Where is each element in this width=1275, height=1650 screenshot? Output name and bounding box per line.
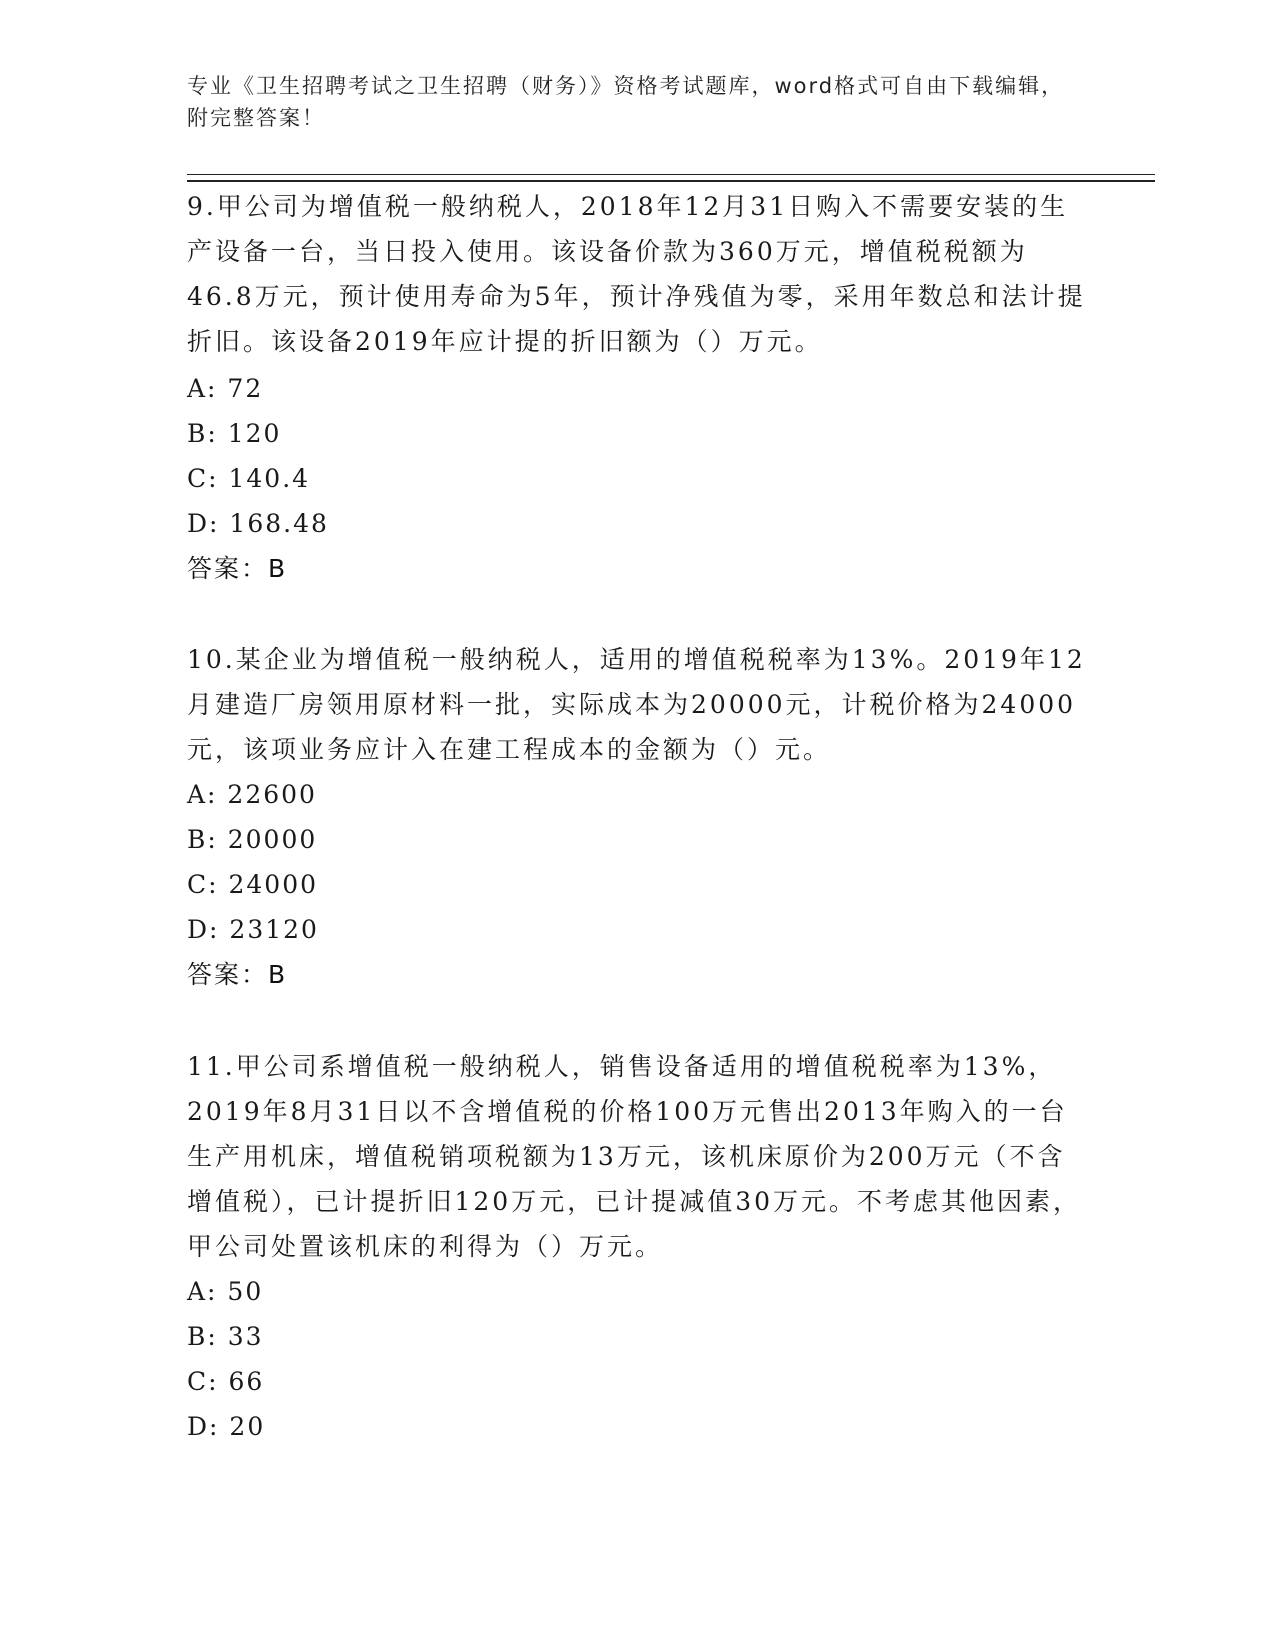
question-10-option-a: A: 22600 — [187, 780, 317, 809]
question-9-option-d: D: 168.48 — [187, 509, 329, 538]
question-10-stem: 10.某企业为增值税一般纳税人，适用的增值税税率为13%。2019年12月建造厂房领用原材料一批，实际成本为20000元，计税价格为24000元，该项业务应计入在建工程成本的金额为（）元。 — [187, 645, 1086, 764]
question-11-option-a: A: 50 — [187, 1277, 264, 1306]
question-11-stem: 11.甲公司系增值税一般纳税人，销售设备适用的增值税税率为13%，2019年8月31日以不含增值税的价格100万元售出2013年购入的一台生产用机床，增值税销项税额为13万元，该机床原价为200万元（不含增值税），已计提折旧120万元，已计提减值30万元。不考虑其他因素，甲公司处置该机床的利得为（）万元。 — [187, 1052, 1082, 1261]
question-10-option-d: D: 23120 — [187, 915, 319, 944]
question-10-option-c: C: 24000 — [187, 870, 319, 899]
question-9-stem: 9.甲公司为增值税一般纳税人，2018年12月31日购入不需要安装的生产设备一台，当日投入使用。该设备价款为360万元，增值税税额为46.8万元，预计使用寿命为5年，预计净残值为零，采用年数总和法计提折旧。该设备2019年应计提的折旧额为（）万元。 — [187, 192, 1086, 356]
question-10-answer: 答案：B — [187, 960, 288, 989]
question-10-option-b: B: 20000 — [187, 825, 318, 854]
question-11-option-b: B: 33 — [187, 1322, 264, 1351]
question-9-option-b: B: 120 — [187, 419, 282, 448]
question-9-answer: 答案：B — [187, 554, 288, 583]
question-11-option-d: D: 20 — [187, 1412, 266, 1441]
header-divider-thin — [187, 174, 1155, 175]
document-header: 专业《卫生招聘考试之卫生招聘（财务）》资格考试题库，word格式可自由下载编辑，附完整答案！ — [187, 74, 1065, 130]
question-11-option-c: C: 66 — [187, 1367, 265, 1396]
question-9-option-a: A: 72 — [187, 374, 264, 403]
header-divider-thick — [187, 180, 1155, 182]
question-9-option-c: C: 140.4 — [187, 464, 311, 493]
